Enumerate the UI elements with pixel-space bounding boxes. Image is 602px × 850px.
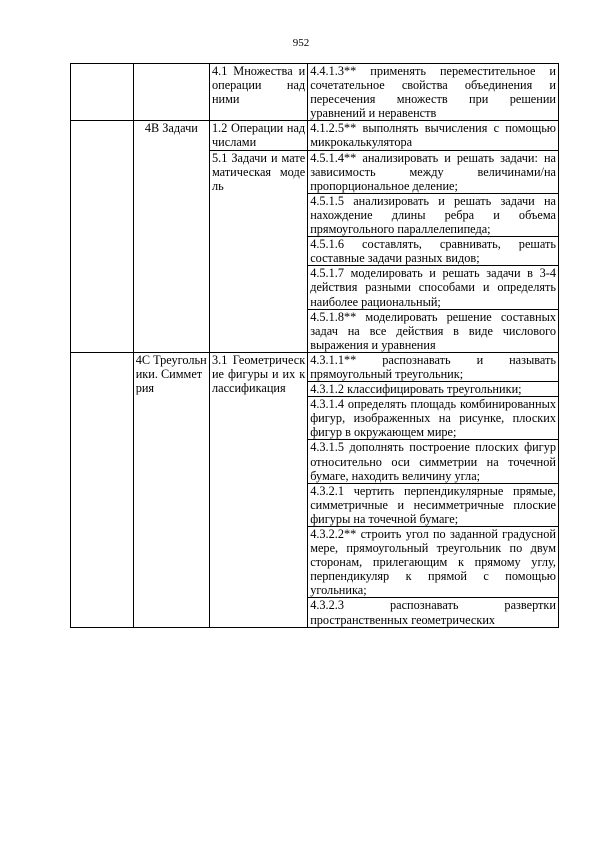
topic-cell: 4.1 Множества и операции над ними [209,64,307,121]
learning-goal: 4.5.1.5 анализировать и решать задачи на нахождение длины ребра и объема прямоугольного параллелепипеда; [310,193,556,237]
goals-cell [308,121,559,150]
learning-goal: 4.3.1.4 определять площадь комбинированных фигур, изображенных на рисунке, плоских фигур в окружающем мире; [310,397,556,440]
goals-cell [308,150,559,352]
learning-goal: 4.3.1.2 классифицировать треугольники; [308,382,558,397]
goals-cell [308,352,559,627]
learning-goal: 4.3.1.1** распознавать и называть прямоугольный треугольник; [310,352,556,381]
empty-cell [71,64,134,121]
curriculum-table [70,63,559,628]
section-cell [133,64,209,121]
section-cell: 4В Задачи [133,121,209,353]
page-number: 952 [292,37,310,49]
empty-cell [71,352,134,627]
table-row [71,352,559,627]
topic-cell: 1.2 Операции над числами [209,121,307,150]
learning-goal: 4.5.1.7 моделировать и решать задачи в 3-4 действия разными способами и определять наиболее рациональный; [310,266,556,309]
learning-goal: 4.5.1.6 составлять, сравнивать, решать составные задачи разных видов; [310,237,556,266]
empty-cell [71,121,134,353]
topic-cell: 5.1 Задачи и математическая модель [209,150,307,352]
learning-goal: 4.3.1.5 дополнять построение плоских фигур относительно оси симметрии на точечной бумаге, находить величину угла; [310,440,556,483]
learning-goal: 4.1.2.5** выполнять вычисления с помощью микрокалькулятора [310,121,556,150]
learning-goal: 4.3.2.2** строить угол по заданной градусной мере, прямоугольный треугольник по двум сторонам, прилегающим к прямому углу, перпендикуляр к прямой с помощью угольника; [310,527,556,598]
learning-goal: 4.4.1.3** применять переместительное и сочетательное свойства объединения и пересечения множеств при решении уравнений и неравенств [310,64,556,121]
learning-goal: 4.5.1.8** моделировать решение составных задач на все действия в виде числового выражения и уравнения [310,309,556,352]
section-cell: 4С Треугольники. Симметрия [133,352,209,627]
learning-goal: 4.3.2.1 чертить перпендикулярные прямые, симметричные и несимметричные плоские фигуры на точечной бумаге; [310,483,556,526]
learning-goal: 4.5.1.4** анализировать и решать задачи: на зависимость между величинами/на пропорциональное деление; [310,150,556,193]
table-row [71,121,559,150]
table-row [71,64,559,121]
learning-goal: 4.3.2.3 распознавать развертки пространственных геометрических [310,598,556,627]
topic-cell: 3.1 Геометрические фигуры и их классификация [209,352,307,627]
goals-cell [308,64,559,121]
